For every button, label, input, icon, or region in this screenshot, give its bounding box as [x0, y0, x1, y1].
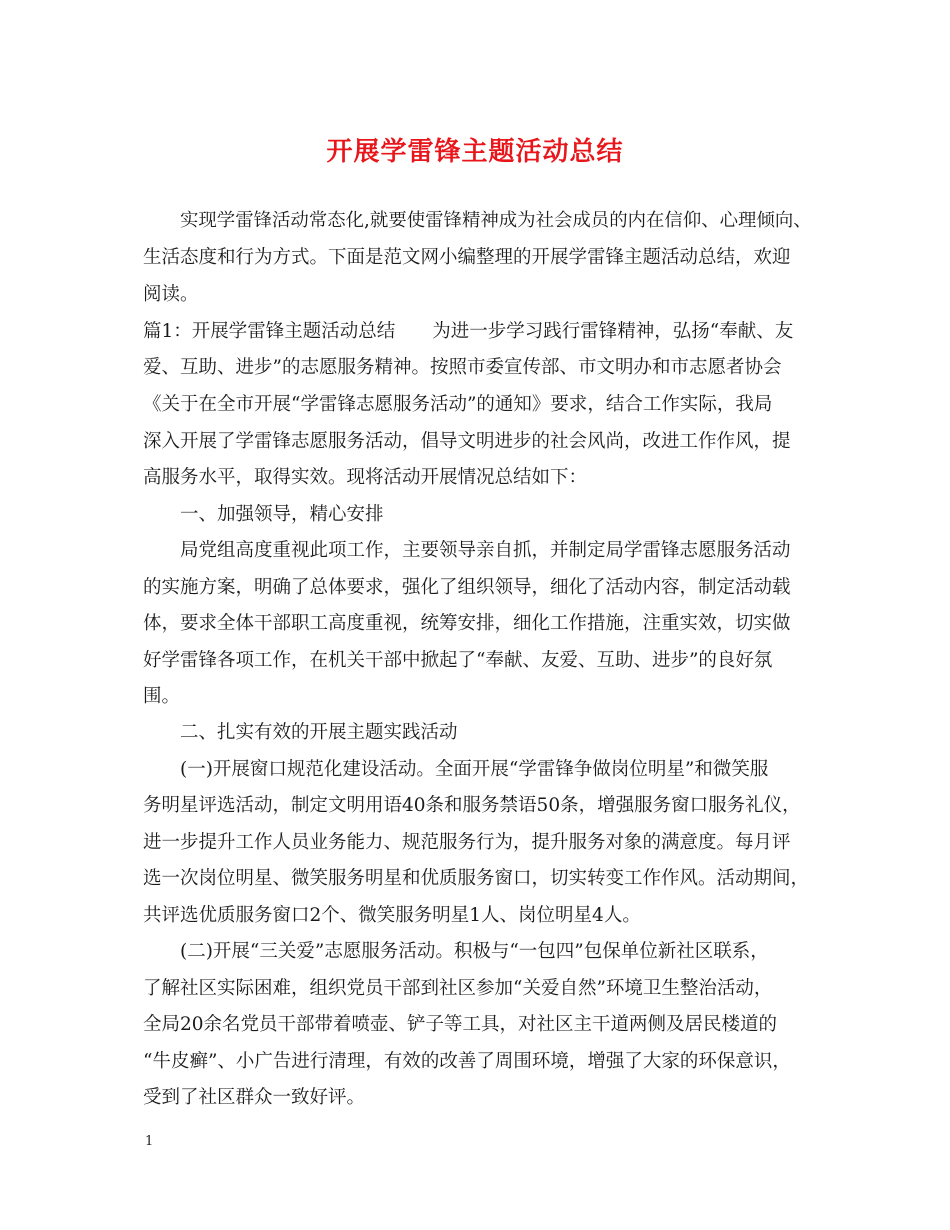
paragraph-line: 围。: [143, 686, 181, 707]
section-heading: 二、扎实有效的开展主题实践活动: [180, 722, 458, 743]
paragraph-line: 受到了社区群众一致好评。: [143, 1087, 366, 1108]
paragraph-line: 爱、互助、进步”的志愿服务精神。按照市委宣传部、市文明办和市志愿者协会: [143, 357, 782, 378]
paragraph-line: 选一次岗位明星、微笑服务明星和优质服务窗口，切实转变工作作风。活动期间，: [143, 868, 810, 889]
paragraph-line: (二)开展“三关爱”志愿服务活动。积极与“一包四”包保单位新社区联系，: [180, 941, 769, 962]
paragraph-line: 全局20余名党员干部带着喷壶、铲子等工具，对社区主干道两侧及居民楼道的: [143, 1014, 778, 1035]
paragraph-line: “牛皮癣”、小广告进行清理，有效的改善了周围环境，增强了大家的环保意识，: [143, 1051, 791, 1072]
paragraph-line: 实现学雷锋活动常态化,就要使雷锋精神成为社会成员的内在信仰、心理倾向、: [180, 210, 812, 231]
paragraph-line: 生活态度和行为方式。下面是范文网小编整理的开展学雷锋主题活动总结，欢迎: [143, 247, 791, 268]
paragraph-line: 体，要求全体干部职工高度重视，统筹安排，细化工作措施，注重实效，切实做: [143, 613, 791, 634]
paragraph-line: 《关于在全市开展“学雷锋志愿服务活动”的通知》要求，结合工作实际，我局: [143, 394, 773, 415]
paragraph-line: (一)开展窗口规范化建设活动。全面开展“学雷锋争做岗位明星”和微笑服: [180, 759, 769, 780]
paragraph-line: 局党组高度重视此项工作，主要领导亲自抓，并制定局学雷锋志愿服务活动: [180, 540, 791, 561]
paragraph-line: 的实施方案，明确了总体要求，强化了组织领导，细化了活动内容，制定活动载: [143, 577, 791, 598]
paragraph-line: 进一步提升工作人员业务能力、规范服务行为，提升服务对象的满意度。每月评: [143, 832, 791, 853]
paragraph-line: 好学雷锋各项工作，在机关干部中掀起了“奉献、友爱、互助、进步”的良好氛: [143, 650, 773, 671]
paragraph-line: 务明星评选活动，制定文明用语40条和服务禁语50条，增强服务窗口服务礼仪，: [143, 795, 801, 816]
paragraph-line: 篇1：开展学雷锋主题活动总结 为进一步学习践行雷锋精神，弘扬“奉献、友: [143, 321, 794, 342]
page-number: 1: [145, 1134, 154, 1149]
paragraph-line: 了解社区实际困难，组织党员干部到社区参加“关爱自然”环境卫生整治活动，: [143, 978, 773, 999]
document-title: 开展学雷锋主题活动总结: [326, 137, 624, 167]
section-heading: 一、加强领导，精心安排: [180, 504, 384, 525]
paragraph-line: 深入开展了学雷锋志愿服务活动，倡导文明进步的社会风尚，改进工作作风，提: [143, 431, 791, 452]
paragraph-line: 共评选优质服务窗口2个、微笑服务明星1人、岗位明星4人。: [143, 905, 641, 926]
paragraph-line: 阅读。: [143, 284, 199, 305]
paragraph-line: 高服务水平，取得实效。现将活动开展情况总结如下：: [143, 467, 588, 488]
